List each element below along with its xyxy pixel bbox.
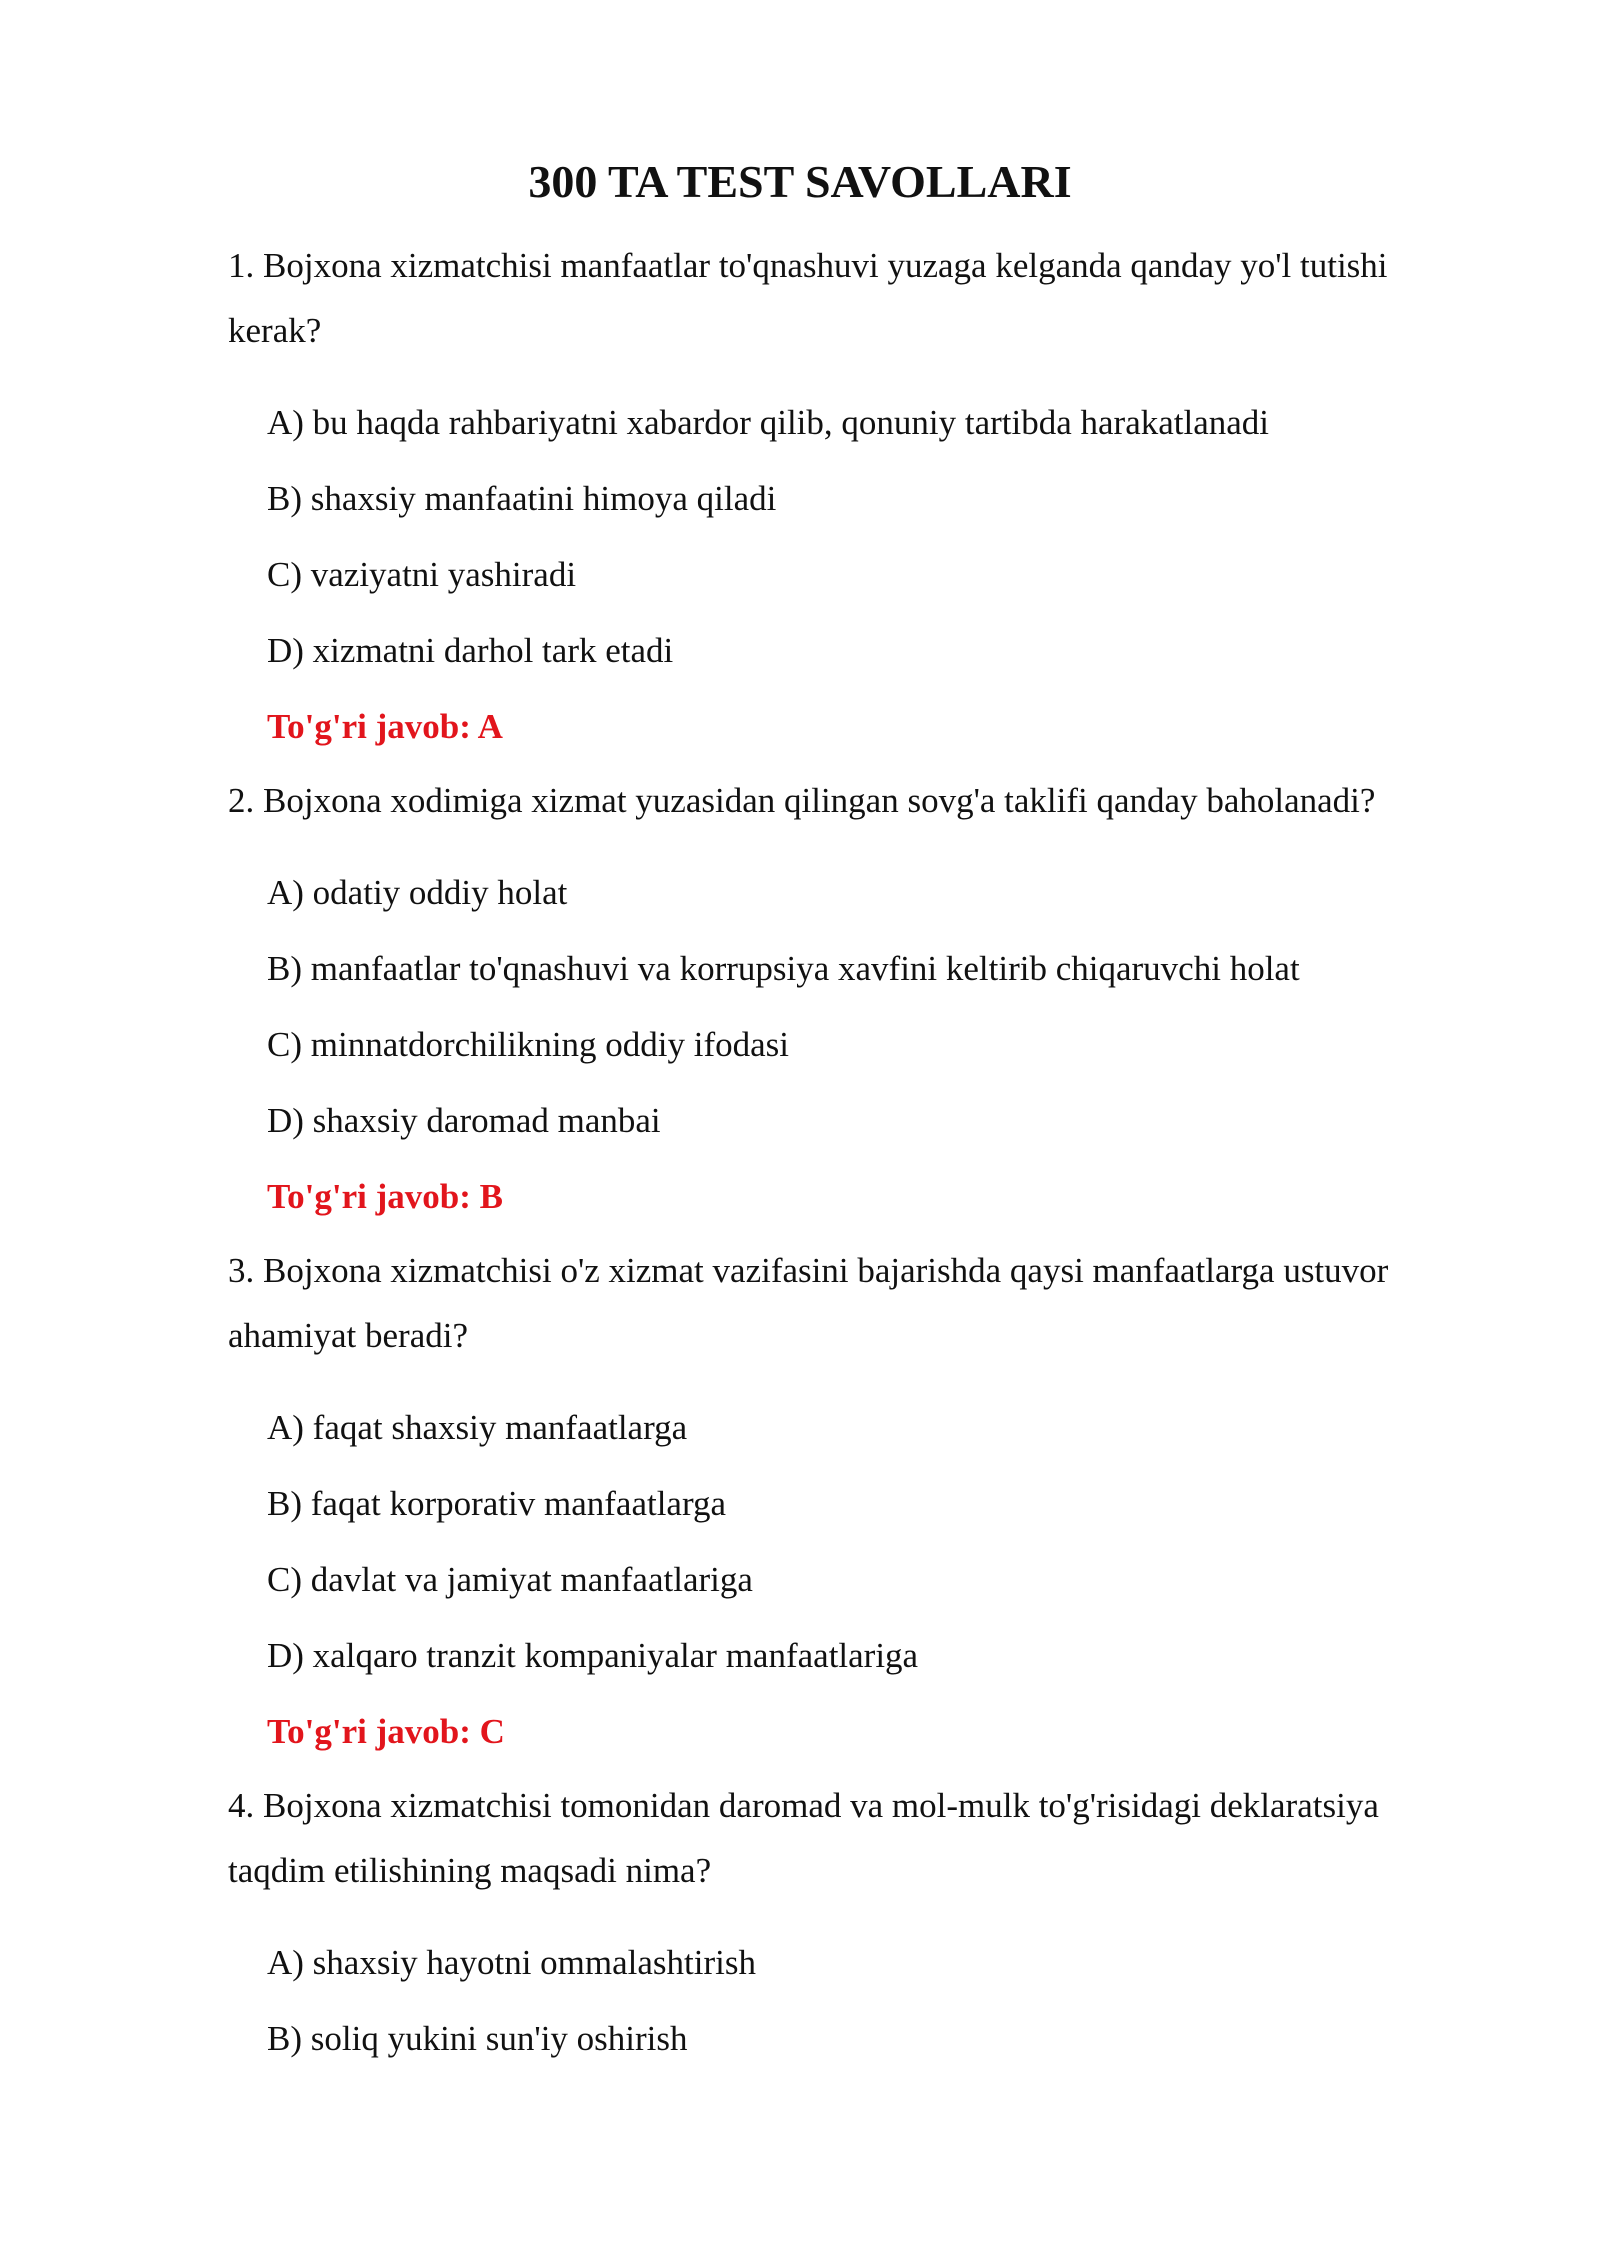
answer-option: D) shaxsiy daromad manbai — [267, 1101, 661, 1140]
answer-option: D) xalqaro tranzit kompaniyalar manfaatlariga — [267, 1636, 919, 1675]
answer-option: A) odatiy oddiy holat — [267, 873, 568, 912]
answer-option: B) manfaatlar to'qnashuvi va korrupsiya xavfini keltirib chiqaruvchi holat — [267, 949, 1300, 988]
answer-option: A) bu haqda rahbariyatni xabardor qilib, qonuniy tartibda harakatlanadi — [267, 403, 1270, 442]
question-text: 3. Bojxona xizmatchisi o'z xizmat vazifasini bajarishda qaysi manfaatlarga ustuvor ahamiyat beradi? — [228, 1251, 1389, 1355]
answer-option: C) davlat va jamiyat manfaatlariga — [267, 1560, 753, 1599]
question-text: 1. Bojxona xizmatchisi manfaatlar to'qnashuvi yuzaga kelganda qanday yo'l tutishi kerak? — [228, 246, 1388, 350]
answer-option: A) shaxsiy hayotni ommalashtirish — [267, 1943, 756, 1982]
answer-option: B) soliq yukini sun'iy oshirish — [267, 2019, 688, 2058]
answer-option: A) faqat shaxsiy manfaatlarga — [267, 1408, 688, 1447]
correct-answer: To'g'ri javob: C — [267, 1712, 505, 1751]
correct-answer: To'g'ri javob: A — [267, 707, 503, 746]
page-title: 300 TA TEST SAVOLLARI — [528, 156, 1072, 207]
answer-option: D) xizmatni darhol tark etadi — [267, 631, 674, 670]
answer-option: B) faqat korporativ manfaatlarga — [267, 1484, 727, 1523]
question-text: 4. Bojxona xizmatchisi tomonidan daromad va mol-mulk to'g'risidagi deklaratsiya taqdim etilishining maqsadi nima? — [228, 1786, 1379, 1890]
question-text: 2. Bojxona xodimiga xizmat yuzasidan qilingan sovg'a taklifi qanday baholanadi? — [228, 781, 1376, 820]
answer-option: B) shaxsiy manfaatini himoya qiladi — [267, 479, 777, 518]
answer-option: C) vaziyatni yashiradi — [267, 555, 577, 594]
correct-answer: To'g'ri javob: B — [267, 1177, 503, 1216]
answer-option: C) minnatdorchilikning oddiy ifodasi — [267, 1025, 790, 1064]
